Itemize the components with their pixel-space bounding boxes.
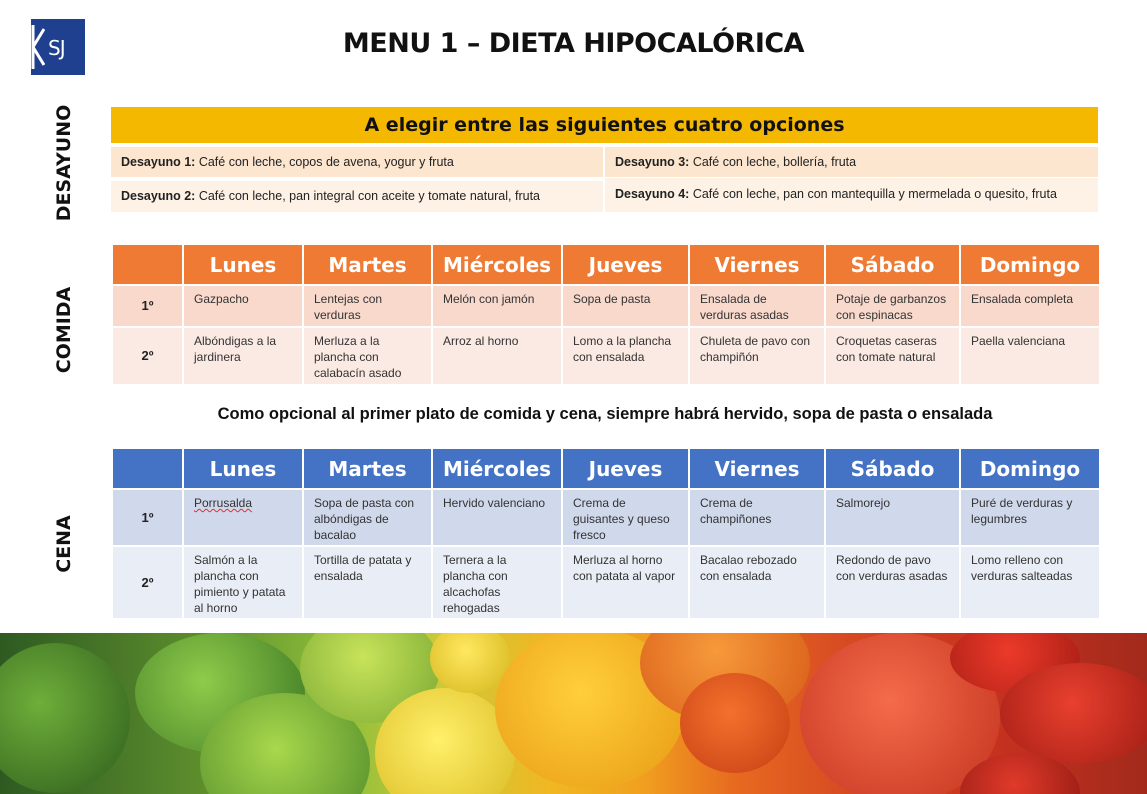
breakfast-option bbox=[111, 181, 603, 212]
breakfast-option-label: Desayuno 1: bbox=[121, 155, 196, 169]
breakfast-option-text: Café con leche, pan integral con aceite y tomate natural, fruta bbox=[195, 189, 540, 203]
day-header: Sábado bbox=[826, 245, 959, 284]
dish-cell: Ensalada completa bbox=[961, 286, 1099, 326]
breakfast-option-text: Café con leche, bollería, fruta bbox=[689, 155, 857, 169]
section-label-comida: COMIDA bbox=[53, 286, 75, 374]
course-label: 2º bbox=[113, 328, 182, 384]
dish-cell: Ensalada de verduras asadas bbox=[690, 286, 824, 326]
breakfast-option-text: Café con leche, copos de avena, yogur y fruta bbox=[195, 155, 454, 169]
breakfast-option-text: Café con leche, pan con mantequilla y mermelada o quesito, fruta bbox=[689, 187, 1057, 201]
dish-cell: Bacalao rebozado con ensalada bbox=[690, 547, 824, 618]
corner-cell bbox=[113, 449, 182, 488]
vegetables-image bbox=[0, 633, 1147, 794]
dish-cell: Melón con jamón bbox=[433, 286, 561, 326]
dish-cell: Salmón a la plancha con pimiento y patata al horno bbox=[184, 547, 302, 618]
dish-cell: Merluza a la plancha con calabacín asado bbox=[304, 328, 431, 384]
breakfast-option bbox=[605, 178, 1098, 212]
table-row bbox=[113, 286, 1099, 326]
dish-cell: Tortilla de patata y ensalada bbox=[304, 547, 431, 618]
dish-cell: Croquetas caseras con tomate natural bbox=[826, 328, 959, 384]
day-header: Viernes bbox=[690, 449, 824, 488]
tomato-shape bbox=[1000, 663, 1147, 763]
section-label-cena: CENA bbox=[53, 515, 75, 573]
table-row bbox=[113, 547, 1099, 618]
dish-cell: Sopa de pasta bbox=[563, 286, 688, 326]
day-header: Martes bbox=[304, 449, 431, 488]
breakfast-heading: A elegir entre las siguientes cuatro opciones bbox=[111, 107, 1098, 143]
day-header: Sábado bbox=[826, 449, 959, 488]
comida-header-row bbox=[113, 245, 1099, 284]
breakfast-option-label: Desayuno 2: bbox=[121, 189, 196, 203]
dish-cell: Merluza al horno con patata al vapor bbox=[563, 547, 688, 618]
breakfast-option-label: Desayuno 4: bbox=[615, 187, 690, 201]
dish-cell: Ternera a la plancha con alcachofas rehogadas bbox=[433, 547, 561, 618]
course-label: 1º bbox=[113, 286, 182, 326]
comida-table bbox=[111, 243, 1101, 386]
table-row bbox=[113, 490, 1099, 545]
dish-cell: Albóndigas a la jardinera bbox=[184, 328, 302, 384]
table-row bbox=[113, 328, 1099, 384]
dish-cell: Salmorejo bbox=[826, 490, 959, 545]
dish-cell: Gazpacho bbox=[184, 286, 302, 326]
dish-cell: Sopa de pasta con albóndigas de bacalao bbox=[304, 490, 431, 545]
breakfast-option bbox=[605, 147, 1098, 177]
dish-cell: Potaje de garbanzos con espinacas bbox=[826, 286, 959, 326]
day-header: Lunes bbox=[184, 449, 302, 488]
dish-cell: Lomo relleno con verduras salteadas bbox=[961, 547, 1099, 618]
dish-cell: Chuleta de pavo con champiñón bbox=[690, 328, 824, 384]
day-header: Viernes bbox=[690, 245, 824, 284]
dish-cell: Crema de champiñones bbox=[690, 490, 824, 545]
tomato-shape bbox=[0, 643, 130, 793]
cena-table bbox=[111, 447, 1101, 620]
breakfast-option bbox=[111, 147, 603, 177]
day-header: Jueves bbox=[563, 449, 688, 488]
corner-cell bbox=[113, 245, 182, 284]
cena-header-row bbox=[113, 449, 1099, 488]
day-header: Domingo bbox=[961, 449, 1099, 488]
section-label-desayuno: DESAYUNO bbox=[53, 104, 75, 222]
tomato-shape bbox=[680, 673, 790, 773]
tomato-shape bbox=[430, 633, 510, 693]
course-label: 1º bbox=[113, 490, 182, 545]
breakfast-option-label: Desayuno 3: bbox=[615, 155, 690, 169]
dish-cell: Paella valenciana bbox=[961, 328, 1099, 384]
page-title: MENU 1 – DIETA HIPOCALÓRICA bbox=[342, 28, 805, 59]
logo-text: SJ bbox=[48, 36, 65, 60]
day-header: Domingo bbox=[961, 245, 1099, 284]
day-header: Jueves bbox=[563, 245, 688, 284]
day-header: Lunes bbox=[184, 245, 302, 284]
dish-cell: Arroz al horno bbox=[433, 328, 561, 384]
day-header: Martes bbox=[304, 245, 431, 284]
dish-cell: Puré de verduras y legumbres bbox=[961, 490, 1099, 545]
dish-cell: Lomo a la plancha con ensalada bbox=[563, 328, 688, 384]
dish-cell: Redondo de pavo con verduras asadas bbox=[826, 547, 959, 618]
dish-cell: Crema de guisantes y queso fresco bbox=[563, 490, 688, 545]
day-header: Miércoles bbox=[433, 245, 561, 284]
dish-text: Porrusalda bbox=[194, 496, 253, 510]
dish-cell: Hervido valenciano bbox=[433, 490, 561, 545]
day-header: Miércoles bbox=[433, 449, 561, 488]
course-label: 2º bbox=[113, 547, 182, 618]
dish-cell bbox=[184, 490, 302, 545]
optional-note: Como opcional al primer plato de comida y cena, siempre habrá hervido, sopa de pasta o ensalada bbox=[217, 405, 993, 423]
dish-cell: Lentejas con verduras bbox=[304, 286, 431, 326]
